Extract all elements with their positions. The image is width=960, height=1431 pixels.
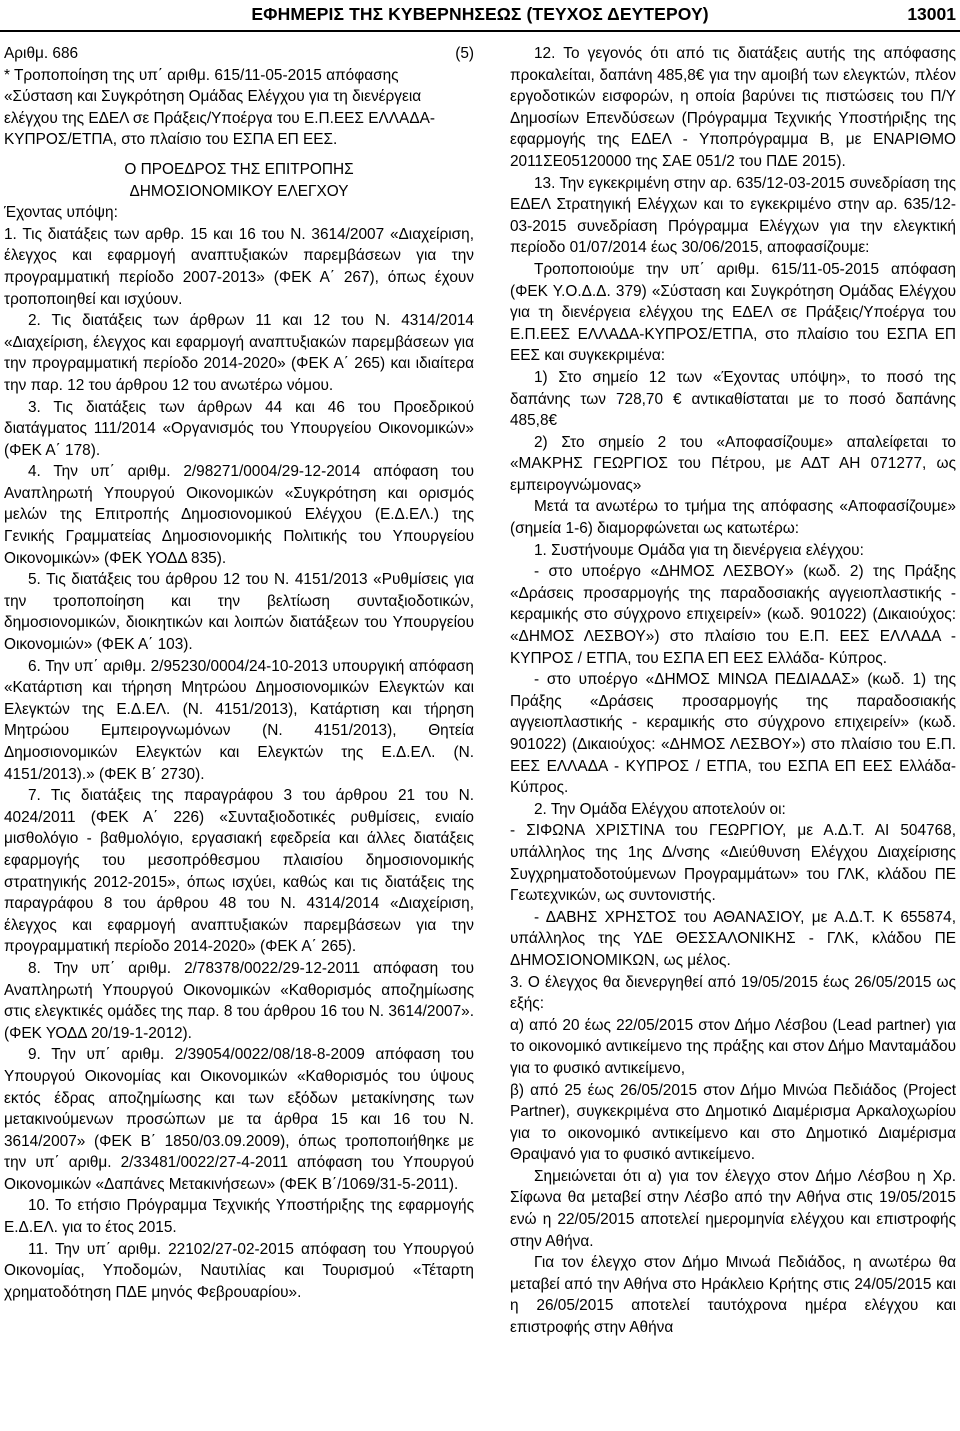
consideration-item: 5. Τις διατάξεις του άρθρου 12 του Ν. 4151/2013 «Ρυθμίσεις για την τροποποίηση και την βελτίωση συνταξιοδοτικών, δημοσιονομικών, διοικητικών και λοιπών διατάξεων του Υπουργείου Οικονομιών» (ΦΕΚ Α΄ 103).	[4, 571, 474, 654]
body-paragraph: 2. Την Ομάδα Ελέγχου αποτελούν οι:	[534, 800, 786, 818]
consideration-item: 2. Τις διατάξεις των άρθρων 11 και 12 του Ν. 4314/2014 «Διαχείριση, έλεγχος και εφαρμογή αναπτυξιακών παρεμβάσεων για την προγραμματική περίοδο 2014-2020» (ΦΕΚ Α΄ 265) και ιδιαίτερα την παρ. 12 του άρθρου 12 του ανωτέρω νόμου.	[4, 312, 474, 394]
body-paragraph: - ΣΙΦΩΝΑ ΧΡΙΣΤΙΝΑ του ΓΕΩΡΓΙΟΥ, με Α.Δ.Τ. ΑΙ 504768, υπάλληλος της 1ης Δ/νσης «Διεύθυνση Ελέγχου Διαχείρισης Συγχρηματοδοτούμενων Προγραμμάτων» του ΓΛΚ, κλάδου ΠΕ Γεωτεχνικών, ως συντονιστής.	[510, 822, 956, 905]
decision-index: (5)	[455, 45, 474, 62]
body-paragraph: - στο υποέργο «ΔΗΜΟΣ ΜΙΝΩΑ ΠΕΔΙΑΔΑΣ» (κωδ. 1) της Πράξης «Δράσεις προσαρμογής της παραδοσιακής αγγειοπλαστικής - κεραμικής στο σύγχρονο επιχειρείν» (κωδ. 901022) (Δικαιούχος: «ΔΗΜΟΣ ΛΕΣΒΟΥ») στο πλαίσιο του Ε.Π. ΕΕΣ ΕΛΛΑΔΑ - ΚΥΠΡΟΣ / ΕΤΠΑ, του ΕΣΠΑ ΕΠ ΕΕΣ Ελλάδα- Κύπρος.	[510, 671, 956, 797]
page-header	[0, 0, 960, 34]
body-paragraph: - στο υποέργο «ΔΗΜΟΣ ΛΕΣΒΟΥ» (κωδ. 2) της Πράξης «Δράσεις προσαρμογής της παραδοσιακής αγγειοπλαστικής - κεραμικής στο σύγχρονο επιχειρείν» (κωδ. 901022) (Δικαιούχος: «ΔΗΜΟΣ ΛΕΣΒΟΥ») στο πλαίσιο του Ε.Π. ΕΕΣ ΕΛΛΑΔΑ - ΚΥΠΡΟΣ / ΕΤΠΑ, του ΕΣΠΑ ΕΠ ΕΕΣ Ελλάδα- Κύπρος.	[510, 563, 956, 667]
consideration-item: 9. Την υπ΄ αριθμ. 2/39054/0022/08/18-8-2009 απόφαση του Υπουργού Οικονομίας και Οικονομικών «Καθορισμός του ύψους εκτός έδρας αποζημίωσης και των εξόδων μετακίνησης των μετακινούμενων προσώπων με τα άρθρα 15 και 16 του Ν. 3614/2007» (ΦΕΚ Β΄ 1850/03.09.2009), όπως τροποποιήθηκε με την υπ΄ αριθμ. 2/33481/0022/27-4-2011 απόφαση του Υπουργού Οικονομικών «Δαπάνες Μετακινήσεων» (ΦΕΚ Β΄/1069/31-5-2011).	[4, 1046, 474, 1193]
decision-caption: * Τροποποίηση της υπ΄ αριθμ. 615/11-05-2015 απόφασης «Σύσταση και Συγκρότηση Ομάδας Ελέγχου για τη διενέργεια ελέγχου της ΕΔΕΛ σε Πράξεις/Υποέργα του Ε.Π.ΕΕΣ ΕΛΛΑΔΑ-ΚΥΠΡΟΣ/ΕΤΠΑ, στο πλαίσιο του ΕΣΠΑ ΕΠ ΕΕΣ.	[4, 66, 435, 149]
right-column	[510, 43, 956, 1339]
having-regard-heading: Έχοντας υπόψη:	[4, 204, 118, 222]
consideration-item: 1. Τις διατάξεις των αρθρ. 15 και 16 του Ν. 3614/2007 «Διαχείριση, έλεγχος και εφαρμογή αναπτυξιακών παρεμβάσεων για την προγραμματική περίοδο 2007-2013» (ΦΕΚ Α΄ 267), όπως έχουν τροποποιηθεί και ισχύουν.	[4, 225, 474, 308]
body-paragraph: Τροποποιούμε την υπ΄ αριθμ. 615/11-05-2015 απόφαση (ΦΕΚ Υ.Ο.Δ.Δ. 379) «Σύσταση και Συγκρότηση Ομάδας Ελέγχου για τη διενέργεια ελέγχου της ΕΔΕΛ σε Πράξεις/Υποέργα του Ε.Π.ΕΕΣ ΕΛΛΑΔΑ-ΚΥΠΡΟΣ/ΕΤΠΑ, στο πλαίσιο του ΕΣΠΑ ΕΠ ΕΕΣ και συγκεκριμένα:	[510, 260, 956, 365]
body-paragraph: 3. Ο έλεγχος θα διενεργηθεί από 19/05/2015 έως 26/05/2015 ως εξής:	[510, 973, 956, 1013]
header-rule	[0, 30, 960, 32]
body-paragraph: β) από 25 έως 26/05/2015 στον Δήμο Μινώα Πεδιάδος (Project Partner), συγκεκριμένα στο Δημοτικό Διαμέρισμα Αρκαλοχωρίου για το οικονομικό αντικείμενο και στο Δημοτικό Διαμέρισμα Θραψανό για το φυσικό αντικείμενο.	[510, 1081, 956, 1164]
body-paragraph: α) από 20 έως 22/05/2015 στον Δήμο Λέσβου (Lead partner) για το οικονομικό αντικείμενο της πράξης και στον Δήμο Μανταμάδου για το φυσικό αντικείμενο,	[510, 1016, 956, 1077]
left-column	[4, 43, 474, 1303]
consideration-item: 10. Το ετήσιο Πρόγραμμα Τεχνικής Υποστήριξης της εφαρμογής Ε.Δ.ΕΛ. για το έτος 2015.	[4, 1197, 474, 1237]
body-paragraph: 1) Στο σημείο 12 των «Έχοντας υπόψη», το ποσό της δαπάνης των 728,70 € αντικαθίσταται με το ποσό δαπάνης 485,8€	[510, 368, 956, 430]
consideration-item: 7. Τις διατάξεις της παραγράφου 3 του άρθρου 21 του Ν. 4024/2011 (ΦΕΚ Α΄ 226) «Συνταξιοδοτικές ρυθμίσεις, ενιαίο μισθολόγιο - βαθμολόγιο, εργασιακή εφεδρεία και άλλες διατάξεις εφαρμογής του μεσοπρόθεσμου πλαισίου δημοσιονομικής στρατηγικής 2012-2015», όπως ισχύει, καθώς και τις διατάξεις της παραγράφου 8 του άρθρου 48 του Ν. 4314/2014 «Διαχείριση, έλεγχος και εφαρμογή αναπτυξιακών παρεμβάσεων για την προγραμματική περίοδο 2014-2020» (ΦΕΚ Α΄ 265).	[4, 787, 474, 956]
authority-title-line1: Ο ΠΡΟΕΔΡΟΣ ΤΗΣ ΕΠΙΤΡΟΠΗΣ	[124, 160, 354, 178]
consideration-item: 11. Την υπ΄ αριθμ. 22102/27-02-2015 απόφαση του Υπουργού Οικονομίας, Υποδομών, Ναυτιλίας και Τουρισμού «Τέταρτη χρηματοδότηση ΠΔΕ μηνός Φεβρουαρίου».	[4, 1240, 474, 1301]
body-paragraph: 1. Συστήνουμε Ομάδα για τη διενέργεια ελέγχου:	[534, 541, 864, 559]
body-paragraph: Μετά τα ανωτέρω το τμήμα της απόφασης «Αποφασίζουμε» (σημεία 1-6) διαμορφώνεται ως κατωτέρω:	[510, 498, 956, 538]
decision-number-line	[4, 43, 474, 65]
consideration-item: 4. Την υπ΄ αριθμ. 2/98271/0004/29-12-2014 απόφαση του Αναπληρωτή Υπουργού Οικονομικών «Συγκρότηση και ορισμός μελών της Επιτροπής Δημοσιονομικού Ελέγχου (Ε.Δ.ΕΛ.) της Γενικής Γραμματείας Δημοσιονομικής Πολιτικής του Υπουργείου Οικονομικών» (ΦΕΚ ΥΟΔΔ 835).	[4, 463, 474, 567]
body-paragraph: - ΔΑΒΗΣ ΧΡΗΣΤΟΣ του ΑΘΑΝΑΣΙΟΥ, με Α.Δ.Τ. Κ 655874, υπάλληλος της ΥΔΕ ΘΕΣΣΑΛΟΝΙΚΗΣ - ΓΛΚ, κλάδου ΠΕ ΔΗΜΟΣΙΟΝΟΜΙΚΩΝ, ως μέλος.	[510, 908, 956, 969]
page-number: 13001	[907, 4, 956, 24]
body-paragraph: Για τον έλεγχο στον Δήμο Μινωά Πεδιάδος, η ανωτέρω θα μεταβεί από την Αθήνα στο Ηράκλειο Κρήτης στις 24/05/2015 και η 26/05/2015 αποτελεί ταυτόχρονα ημέρα ελέγχου και επιστροφής στην Αθήνα	[510, 1254, 956, 1337]
body-paragraph: 13. Την εγκεκριμένη στην αρ. 635/12-03-2015 συνεδρίαση της ΕΔΕΛ Στρατηγική Ελέγχων και το εγκεκριμένο στην αρ. 635/12-03-2015 συνεδρίαση Πρόγραμμα Ελέγχων για την ελεγκτική περίοδο 01/07/2014 έως 30/06/2015, αποφασίζουμε:	[510, 174, 956, 257]
body-paragraph: Σημειώνεται ότι α) για τον έλεγχο στον Δήμο Λέσβου η Χρ. Σίφωνα θα μεταβεί στην Λέσβο από την Αθήνα στις 19/05/2015 ενώ η 22/05/2015 αποτελεί ημερομηνία ελέγχου και επιστροφής στην Αθήνα.	[510, 1167, 956, 1250]
body-paragraph: 12. Το γεγονός ότι από τις διατάξεις αυτής της απόφασης προκαλείται, δαπάνη 485,8€ για την αμοιβή των ελεγκτών, πλέον εργοδοτικών εισφορών, η οποία βαρύνει τις πιστώσεις του Π/Υ Δημοσίων Επενδύσεων (Πρόγραμμα Τεχνικής Υποστήριξης της εφαρμογής της ΕΔΕΛ - Υποπρόγραμμα Β, με ΕΝΑΡΙΘΜΟ 2011ΣΕ05120000 της ΣΑΕ 051/2 του ΠΔΕ 2015).	[510, 45, 956, 170]
gazette-title: ΕΦΗΜΕΡΙΣ ΤΗΣ ΚΥΒΕΡΝΗΣΕΩΣ (ΤΕΥΧΟΣ ΔΕΥΤΕΡΟΥ)	[251, 4, 709, 24]
consideration-item: 6. Την υπ΄ αριθμ. 2/95230/0004/24-10-2013 υπουργική απόφαση «Κατάρτιση και τήρηση Μητρώου Δημοσιονομικών Ελεγκτών και Ελεγκτών της Ε.Δ.ΕΛ. (Ν. 4151/2013), Κατάρτιση και τήρηση Μητρώου Εμπειρογνωμόνων (Ν. 4151/2013), Θητεία Δημοσιονομικών Ελεγκτών και Ελεγκτών της Ε.Δ.ΕΛ. (Ν. 4151/2013).» (ΦΕΚ Β΄ 2730).	[4, 657, 474, 783]
consideration-item: 8. Την υπ΄ αριθμ. 2/78378/0022/29-12-2011 απόφαση του Αναπληρωτή Υπουργού Οικονομικών «Καθορισμός αποζημίωσης στις ελεγκτικές ομάδες της παρ. 8 του άρθρου 16 του Ν. 3614/2007». (ΦΕΚ ΥΟΔΔ 20/19-1-2012).	[4, 959, 474, 1042]
body-paragraph: 2) Στο σημείο 2 του «Αποφασίζουμε» απαλείφεται το «ΜΑΚΡΗΣ ΓΕΩΡΓΙΟΣ του Πέτρου, με ΑΔΤ ΑΗ 071277, ως εμπειρογνώμονας»	[510, 433, 956, 494]
authority-title-line2: ΔΗΜΟΣΙΟΝΟΜΙΚΟΥ ΕΛΕΓΧΟΥ	[129, 182, 349, 200]
consideration-item: 3. Τις διατάξεις των άρθρων 44 και 46 του Προεδρικού διατάγματος 111/2014 «Οργανισμός του Υπουργείου Οικονομικών» (ΦΕΚ Α΄ 178).	[4, 398, 474, 459]
decision-number: Αριθμ. 686	[4, 45, 79, 62]
